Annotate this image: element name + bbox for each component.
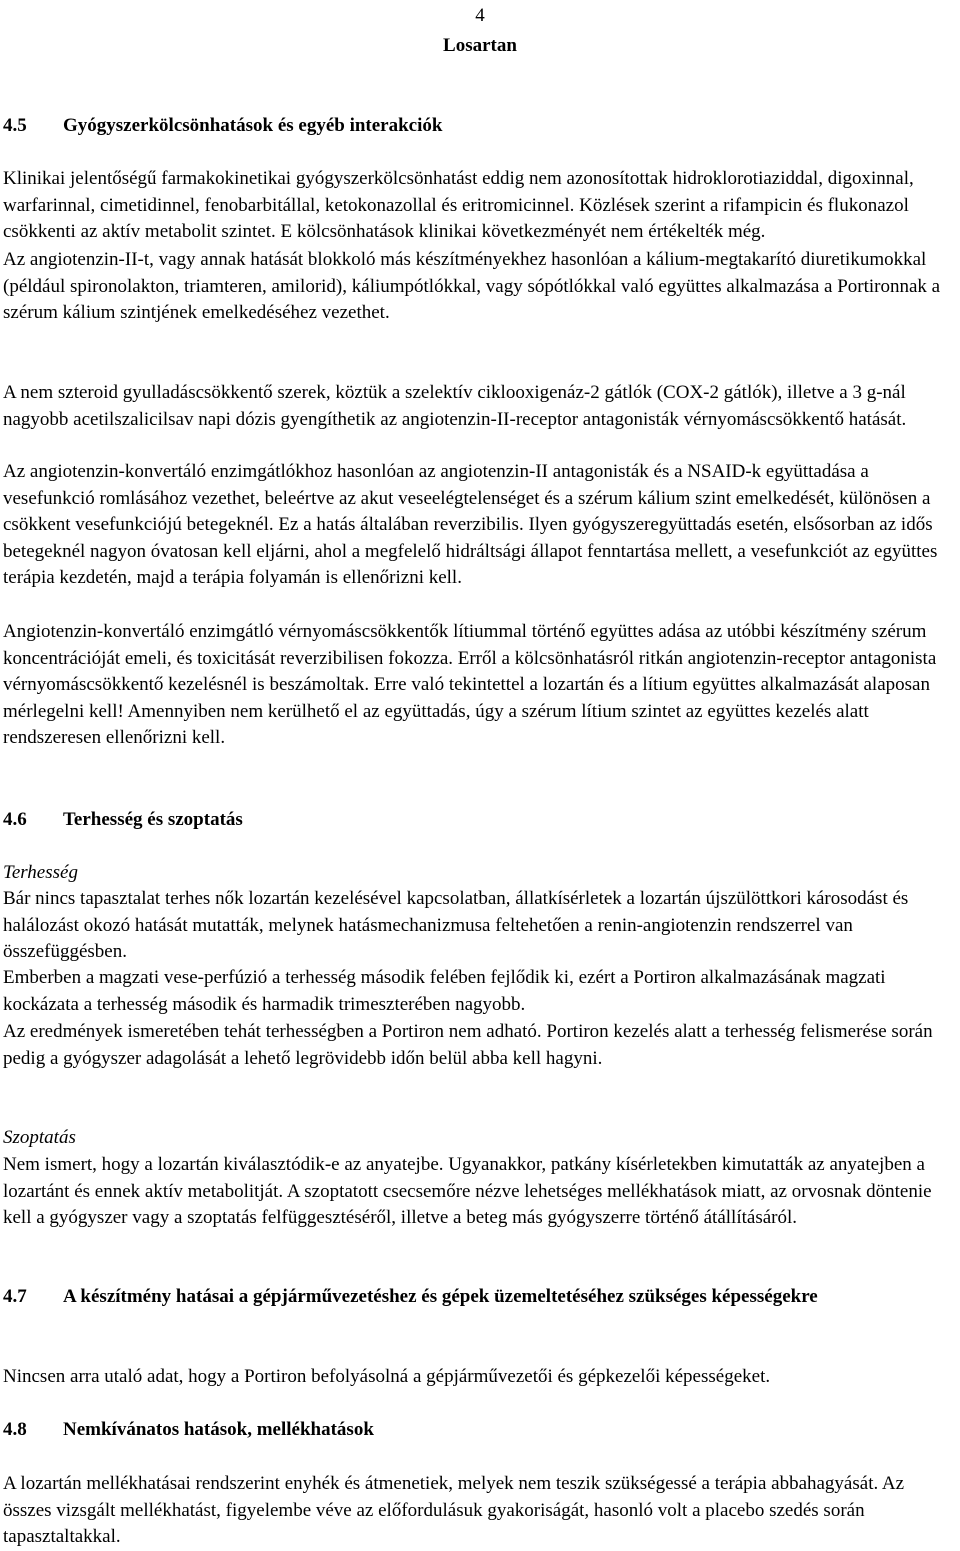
paragraph-lithium: Angiotenzin-konvertáló enzimgátló vérnyomáscsökkentők lítiummal történő együttes adása az utóbbi készítmény szérum koncentrációját emeli, és toxicitását reverzibilisen fokozza. Erről a kölcsönhatásról ritkán angiotenzin-receptor antagonista vérnyomáscsökkentő kezelésnél is beszámoltak. Erre való tekintettel a lozartán és a lítium együttes alkalmazását alaposan mérlegelni kell! Amennyiben nem kerülhető el az együttadás, úgy a szérum lítium szintet az együttes kezelés alatt rendszeresen ellenőrizni kell.	[3, 621, 937, 749]
subheading-pregnancy: Terhesség	[3, 862, 78, 883]
paragraph-pregnancy-contraindication: Az eredmények ismeretében tehát terhességben a Portiron nem adható. Portiron kezelés alatt a terhesség felismerése során pedig a gyógyszer adagolását a lehető legrövidebb időn belül abba kell hagyni.	[3, 1021, 933, 1069]
subheading-lactation: Szoptatás	[3, 1127, 76, 1148]
paragraph-pharmacokinetic-interactions: Klinikai jelentőségű farmakokinetikai gyógyszerkölcsönhatást eddig nem azonosítottak hidroklorotiaziddal, digoxinnal, warfarinnal, cimetidinnel, fenobarbitállal, ketokonazollal és eritromicinnel. Közlések szerint a rifampicin és flukonazol csökkenti az aktív metabolit szintet. E kölcsönhatások klinikai következményét nem értékelték még.	[3, 168, 914, 243]
paragraph-ace-nsaid: Az angiotenzin-konvertáló enzimgátlókhoz hasonlóan az angiotenzin-II antagonisták és a NSAID-k együttadása a vesefunkció romlásához vezethet, beleértve az akut veseelégtelenséget és a szérum kálium szint emelkedését, különösen a csökkent vesefunkciójú betegeknél. Ez a hatás általában reverzibilis. Ilyen gyógyszeregyüttadás esetén, elsősorban az idős betegeknél nagyon óvatosan kell eljárni, ahol a megfelelő hidráltsági állapot fenntartása mellett, a vesefunkciót az együttes terápia kezdetén, majd a terápia folyamán is ellenőrizni kell.	[3, 461, 938, 589]
section-number: 4.6	[3, 809, 27, 830]
section-4-5-heading	[3, 113, 442, 140]
paragraph-potassium-sparing: Az angiotenzin-II-t, vagy annak hatását blokkoló más készítményekhez hasonlóan a kálium-megtakarító diuretikumokkal (például spironolakton, triamteren, amilorid), káliumpótlókkal, vagy sópótlókkal való együttes alkalmazása a Portironnak a szérum kálium szintjének emelkedéséhez vezethet.	[3, 249, 941, 324]
section-title: Gyógyszerkölcsönhatások és egyéb interakciók	[63, 115, 443, 136]
paragraph-lactation: Nem ismert, hogy a lozartán kiválasztódik-e az anyatejbe. Ugyanakkor, patkány kísérletekben kimutatták az anyatejben a lozartánt és ennek aktív metabolitját. A szoptatott csecsemőre nézve lehetséges mellékhatások miatt, az orvosnak döntenie kell a gyógyszer vagy a szoptatás felfüggesztéséről, illetve a beteg más gyógyszerre történő átállításáról.	[3, 1154, 932, 1229]
section-title: Nemkívánatos hatások, mellékhatások	[63, 1419, 374, 1440]
section-title: A készítmény hatásai a gépjárművezetéshez és gépek üzemeltetéséhez szükséges képességekre	[63, 1286, 818, 1307]
paragraph-nsaid: A nem szteroid gyulladáscsökkentő szerek, köztük a szelektív ciklooxigenáz-2 gátlók (COX-2 gátlók), illetve a 3 g-nál nagyobb acetilszalicilsav napi dózis gyengíthetik az angiotenzin-II-receptor antagonisták vérnyomáscsökkentő hatását.	[3, 382, 907, 430]
paragraph-adverse-effects: A lozartán mellékhatásai rendszerint enyhék és átmenetiek, melyek nem teszik szükségessé a terápia abbahagyását. Az összes vizsgált mellékhatást, figyelembe véve az előfordulásuk gyakoriságát, hasonló volt a placebo szedés során tapasztaltakkal.	[3, 1473, 905, 1548]
running-title: Losartan	[443, 35, 517, 56]
section-number: 4.8	[3, 1419, 27, 1440]
section-4-8-heading	[3, 1417, 374, 1444]
paragraph-pregnancy-animal: Bár nincs tapasztalat terhes nők lozartán kezelésével kapcsolatban, állatkísérletek a lozartán újszülöttkori károsodást és halálozást okozó hatását mutatták, melynek hatásmechanizmusa feltehetően a renin-angiotenzin rendszerrel van összefüggésben.	[3, 888, 909, 963]
paragraph-driving: Nincsen arra utaló adat, hogy a Portiron befolyásolná a gépjárművezetői és gépkezelői képességeket.	[3, 1366, 771, 1387]
section-number: 4.5	[3, 115, 27, 136]
page-number: 4	[475, 5, 485, 26]
section-4-7-heading	[3, 1284, 893, 1311]
section-number: 4.7	[3, 1286, 27, 1307]
section-title: Terhesség és szoptatás	[63, 809, 243, 830]
paragraph-pregnancy-fetal: Emberben a magzati vese-perfúzió a terhesség második felében fejlődik ki, ezért a Portiron alkalmazásának magzati kockázata a terhesség második és harmadik trimeszterében nagyobb.	[3, 967, 886, 1015]
section-4-6-heading	[3, 807, 243, 834]
